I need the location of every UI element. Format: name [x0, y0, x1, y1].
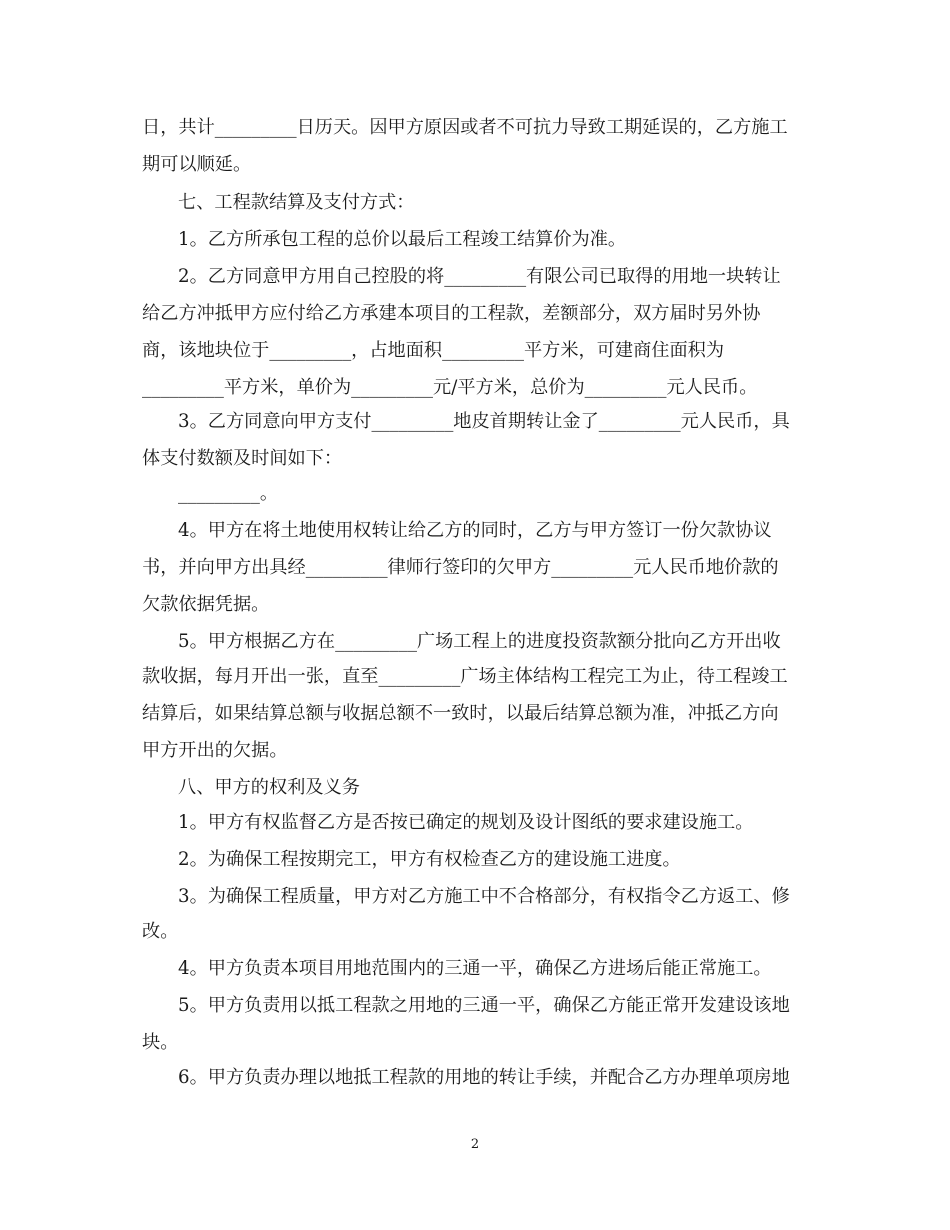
text-line: _________。	[178, 483, 279, 504]
page-number: 2	[470, 1137, 480, 1152]
text-line: 结算后，如果结算总额与收据总额不一致时，以最后结算总额为准，冲抵乙方向	[142, 703, 779, 724]
text-line: 3。乙方同意向甲方支付_________地皮首期转让金了_________元人民币，具	[178, 411, 790, 432]
text-line: 期可以顺延。	[142, 154, 252, 175]
text-line: 5。甲方负责用以抵工程款之用地的三通一平，确保乙方能正常开发建设该地	[178, 995, 790, 1016]
text-line: 书，并向甲方出具经_________律师行签印的欠甲方_________元人民币地价款的	[142, 557, 779, 578]
text-line: 6。甲方负责办理以地抵工程款的用地的转让手续，并配合乙方办理单项房地	[178, 1067, 790, 1088]
section-heading: 八、甲方的权利及义务	[178, 777, 360, 798]
text-line: 日，共计_________日历天。因甲方原因或者不可抗力导致工期延误的，乙方施工	[142, 117, 788, 138]
text-line: 2。为确保工程按期完工，甲方有权检查乙方的建设施工进度。	[178, 849, 681, 870]
text-line: _________平方米，单价为_________元/平方米，总价为_________元人民币。	[142, 377, 758, 398]
text-line: 3。为确保工程质量，甲方对乙方施工中不合格部分，有权指令乙方返工、修	[178, 886, 790, 907]
text-line: 块。	[142, 1032, 179, 1053]
text-line: 1。甲方有权监督乙方是否按已确定的规划及设计图纸的要求建设施工。	[178, 812, 754, 833]
text-line: 商，该地块位于_________，占地面积_________平方米，可建商住面积为	[142, 340, 725, 361]
text-line: 5。甲方根据乙方在_________广场工程上的进度投资款额分批向乙方开出收	[178, 631, 781, 652]
text-line: 体支付数额及时间如下：	[142, 448, 343, 469]
text-line: 给乙方冲抵甲方应付给乙方承建本项目的工程款，差额部分，双方届时另外协	[142, 303, 761, 324]
section-heading: 七、工程款结算及支付方式：	[178, 192, 415, 213]
text-line: 4。甲方负责本项目用地范围内的三通一平，确保乙方进场后能正常施工。	[178, 958, 772, 979]
text-line: 4。甲方在将土地使用权转让给乙方的同时，乙方与甲方签订一份欠款协议	[178, 520, 772, 541]
text-line: 甲方开出的欠据。	[142, 740, 288, 761]
text-line: 款收据，每月开出一张，直至_________广场主体结构工程完工为止，待工程竣工	[142, 666, 788, 687]
text-line: 1。乙方所承包工程的总价以最后工程竣工结算价为准。	[178, 229, 627, 250]
text-line: 改。	[142, 921, 179, 942]
text-line: 欠款依据凭据。	[142, 594, 270, 615]
text-line: 2。乙方同意甲方用自己控股的将_________有限公司已取得的用地一块转让	[178, 266, 781, 287]
